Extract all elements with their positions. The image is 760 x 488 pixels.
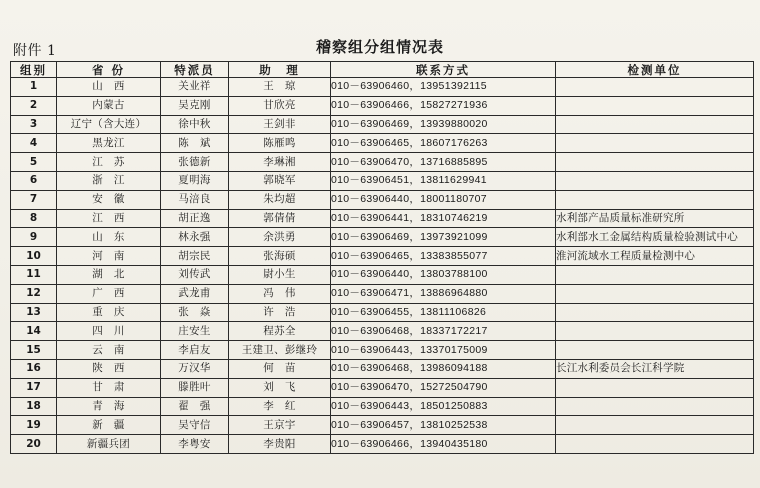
cell-province: 安 徽 bbox=[57, 190, 161, 209]
table-row bbox=[11, 378, 754, 397]
cell-envoy: 滕胜叶 bbox=[161, 378, 229, 397]
table-row bbox=[11, 171, 754, 190]
cell-province: 江 西 bbox=[57, 209, 161, 228]
cell-assistant: 甘欣亮 bbox=[229, 96, 331, 115]
cell-group: 2 bbox=[11, 96, 57, 115]
cell-contact: 010－63906451，13811629941 bbox=[331, 171, 556, 190]
cell-unit bbox=[556, 265, 754, 284]
table-row bbox=[11, 153, 754, 172]
cell-contact: 010－63906443，18501250883 bbox=[331, 397, 556, 416]
inspection-group-table bbox=[10, 61, 754, 454]
cell-assistant: 朱均超 bbox=[229, 190, 331, 209]
cell-assistant: 王京宇 bbox=[229, 416, 331, 435]
cell-unit bbox=[556, 416, 754, 435]
cell-assistant: 程苏全 bbox=[229, 322, 331, 341]
cell-assistant: 李贵阳 bbox=[229, 435, 331, 454]
table-row bbox=[11, 78, 754, 97]
attachment-label: 附件 1 bbox=[13, 43, 57, 59]
cell-unit bbox=[556, 78, 754, 97]
table-row bbox=[11, 435, 754, 454]
cell-envoy: 李粤安 bbox=[161, 435, 229, 454]
table-row bbox=[11, 341, 754, 360]
cell-envoy: 关业祥 bbox=[161, 78, 229, 97]
cell-province: 黑龙江 bbox=[57, 134, 161, 153]
cell-province: 湖 北 bbox=[57, 265, 161, 284]
cell-unit bbox=[556, 134, 754, 153]
cell-group: 9 bbox=[11, 228, 57, 247]
cell-envoy: 翟 强 bbox=[161, 397, 229, 416]
table-row bbox=[11, 265, 754, 284]
cell-contact: 010－63906440，18001180707 bbox=[331, 190, 556, 209]
cell-unit: 水利部水工金属结构质量检验测试中心 bbox=[556, 228, 754, 247]
cell-contact: 010－63906440，13803788100 bbox=[331, 265, 556, 284]
cell-contact: 010－63906470，13716885895 bbox=[331, 153, 556, 172]
cell-assistant: 王剑非 bbox=[229, 115, 331, 134]
cell-group: 19 bbox=[11, 416, 57, 435]
cell-envoy: 徐中秋 bbox=[161, 115, 229, 134]
column-header-envoy: 特派员 bbox=[161, 62, 229, 78]
cell-contact: 010－63906469，13973921099 bbox=[331, 228, 556, 247]
cell-envoy: 林永强 bbox=[161, 228, 229, 247]
column-header-unit: 检测单位 bbox=[556, 62, 754, 78]
cell-group: 14 bbox=[11, 322, 57, 341]
cell-contact: 010－63906460，13951392115 bbox=[331, 78, 556, 97]
cell-unit bbox=[556, 341, 754, 360]
cell-envoy: 刘传武 bbox=[161, 265, 229, 284]
cell-province: 江 苏 bbox=[57, 153, 161, 172]
cell-province: 云 南 bbox=[57, 341, 161, 360]
cell-contact: 010－63906441，18310746219 bbox=[331, 209, 556, 228]
cell-unit bbox=[556, 190, 754, 209]
cell-group: 16 bbox=[11, 359, 57, 378]
cell-contact: 010－63906465，18607176263 bbox=[331, 134, 556, 153]
cell-contact: 010－63906471，13886964880 bbox=[331, 284, 556, 303]
cell-assistant: 何 苗 bbox=[229, 359, 331, 378]
cell-contact: 010－63906469，13939880020 bbox=[331, 115, 556, 134]
cell-envoy: 胡宗民 bbox=[161, 247, 229, 266]
cell-envoy: 李启友 bbox=[161, 341, 229, 360]
cell-envoy: 马涪良 bbox=[161, 190, 229, 209]
cell-unit bbox=[556, 435, 754, 454]
table-row bbox=[11, 190, 754, 209]
cell-group: 17 bbox=[11, 378, 57, 397]
cell-unit bbox=[556, 153, 754, 172]
cell-envoy: 吴克刚 bbox=[161, 96, 229, 115]
cell-assistant: 刘 飞 bbox=[229, 378, 331, 397]
cell-unit bbox=[556, 284, 754, 303]
cell-group: 6 bbox=[11, 171, 57, 190]
cell-province: 青 海 bbox=[57, 397, 161, 416]
table-body bbox=[11, 78, 754, 454]
cell-assistant: 王 琼 bbox=[229, 78, 331, 97]
cell-group: 18 bbox=[11, 397, 57, 416]
cell-assistant: 尉小生 bbox=[229, 265, 331, 284]
cell-contact: 010－63906455，13811106826 bbox=[331, 303, 556, 322]
table-row bbox=[11, 322, 754, 341]
cell-assistant: 李 红 bbox=[229, 397, 331, 416]
cell-group: 4 bbox=[11, 134, 57, 153]
cell-contact: 010－63906457，13810252538 bbox=[331, 416, 556, 435]
column-header-group: 组别 bbox=[11, 62, 57, 78]
cell-province: 山 东 bbox=[57, 228, 161, 247]
table-row bbox=[11, 115, 754, 134]
cell-group: 1 bbox=[11, 78, 57, 97]
cell-province: 新疆兵团 bbox=[57, 435, 161, 454]
cell-group: 12 bbox=[11, 284, 57, 303]
table-row bbox=[11, 96, 754, 115]
cell-group: 7 bbox=[11, 190, 57, 209]
table-row bbox=[11, 303, 754, 322]
table-row bbox=[11, 209, 754, 228]
cell-unit: 水利部产品质量标准研究所 bbox=[556, 209, 754, 228]
cell-contact: 010－63906468，13986094188 bbox=[331, 359, 556, 378]
cell-group: 20 bbox=[11, 435, 57, 454]
cell-province: 辽宁（含大连） bbox=[57, 115, 161, 134]
cell-group: 5 bbox=[11, 153, 57, 172]
column-header-assistant: 助 理 bbox=[229, 62, 331, 78]
cell-assistant: 许 浩 bbox=[229, 303, 331, 322]
cell-unit bbox=[556, 322, 754, 341]
cell-province: 广 西 bbox=[57, 284, 161, 303]
cell-assistant: 冯 伟 bbox=[229, 284, 331, 303]
cell-unit bbox=[556, 96, 754, 115]
cell-assistant: 李琳湘 bbox=[229, 153, 331, 172]
cell-assistant: 陈雁鸣 bbox=[229, 134, 331, 153]
cell-contact: 010－63906468，18337172217 bbox=[331, 322, 556, 341]
cell-envoy: 万汉华 bbox=[161, 359, 229, 378]
cell-envoy: 吴守信 bbox=[161, 416, 229, 435]
table-row bbox=[11, 416, 754, 435]
cell-unit bbox=[556, 171, 754, 190]
table-row bbox=[11, 284, 754, 303]
column-header-province: 省 份 bbox=[57, 62, 161, 78]
cell-unit bbox=[556, 378, 754, 397]
cell-unit bbox=[556, 397, 754, 416]
cell-contact: 010－63906466，13940435180 bbox=[331, 435, 556, 454]
cell-envoy: 夏明海 bbox=[161, 171, 229, 190]
cell-unit bbox=[556, 115, 754, 134]
cell-assistant: 余洪勇 bbox=[229, 228, 331, 247]
table-row bbox=[11, 247, 754, 266]
table-row bbox=[11, 397, 754, 416]
table-row bbox=[11, 134, 754, 153]
cell-unit bbox=[556, 303, 754, 322]
cell-unit: 长江水利委员会长江科学院 bbox=[556, 359, 754, 378]
table-header-row bbox=[11, 62, 754, 78]
cell-group: 8 bbox=[11, 209, 57, 228]
table-row bbox=[11, 228, 754, 247]
cell-group: 3 bbox=[11, 115, 57, 134]
cell-province: 四 川 bbox=[57, 322, 161, 341]
cell-province: 浙 江 bbox=[57, 171, 161, 190]
cell-group: 10 bbox=[11, 247, 57, 266]
cell-group: 15 bbox=[11, 341, 57, 360]
cell-group: 13 bbox=[11, 303, 57, 322]
cell-assistant: 王建卫、彭继玲 bbox=[229, 341, 331, 360]
cell-envoy: 武龙甫 bbox=[161, 284, 229, 303]
table-row bbox=[11, 359, 754, 378]
cell-contact: 010－63906465，13383855077 bbox=[331, 247, 556, 266]
cell-province: 新 疆 bbox=[57, 416, 161, 435]
cell-province: 内蒙古 bbox=[57, 96, 161, 115]
cell-contact: 010－63906470，15272504790 bbox=[331, 378, 556, 397]
cell-province: 重 庆 bbox=[57, 303, 161, 322]
cell-envoy: 张德新 bbox=[161, 153, 229, 172]
cell-assistant: 郭倩倩 bbox=[229, 209, 331, 228]
cell-envoy: 庄安生 bbox=[161, 322, 229, 341]
cell-province: 山 西 bbox=[57, 78, 161, 97]
cell-contact: 010－63906443，13370175009 bbox=[331, 341, 556, 360]
cell-group: 11 bbox=[11, 265, 57, 284]
cell-contact: 010－63906466，15827271936 bbox=[331, 96, 556, 115]
cell-assistant: 张海硕 bbox=[229, 247, 331, 266]
document-title: 稽察组分组情况表 bbox=[315, 38, 444, 56]
cell-envoy: 陈 斌 bbox=[161, 134, 229, 153]
cell-envoy: 张 焱 bbox=[161, 303, 229, 322]
cell-province: 陕 西 bbox=[57, 359, 161, 378]
column-header-contact: 联系方式 bbox=[331, 62, 556, 78]
cell-province: 甘 肃 bbox=[57, 378, 161, 397]
cell-unit: 淮河流域水工程质量检测中心 bbox=[556, 247, 754, 266]
cell-envoy: 胡正逸 bbox=[161, 209, 229, 228]
cell-assistant: 郭晓军 bbox=[229, 171, 331, 190]
cell-province: 河 南 bbox=[57, 247, 161, 266]
